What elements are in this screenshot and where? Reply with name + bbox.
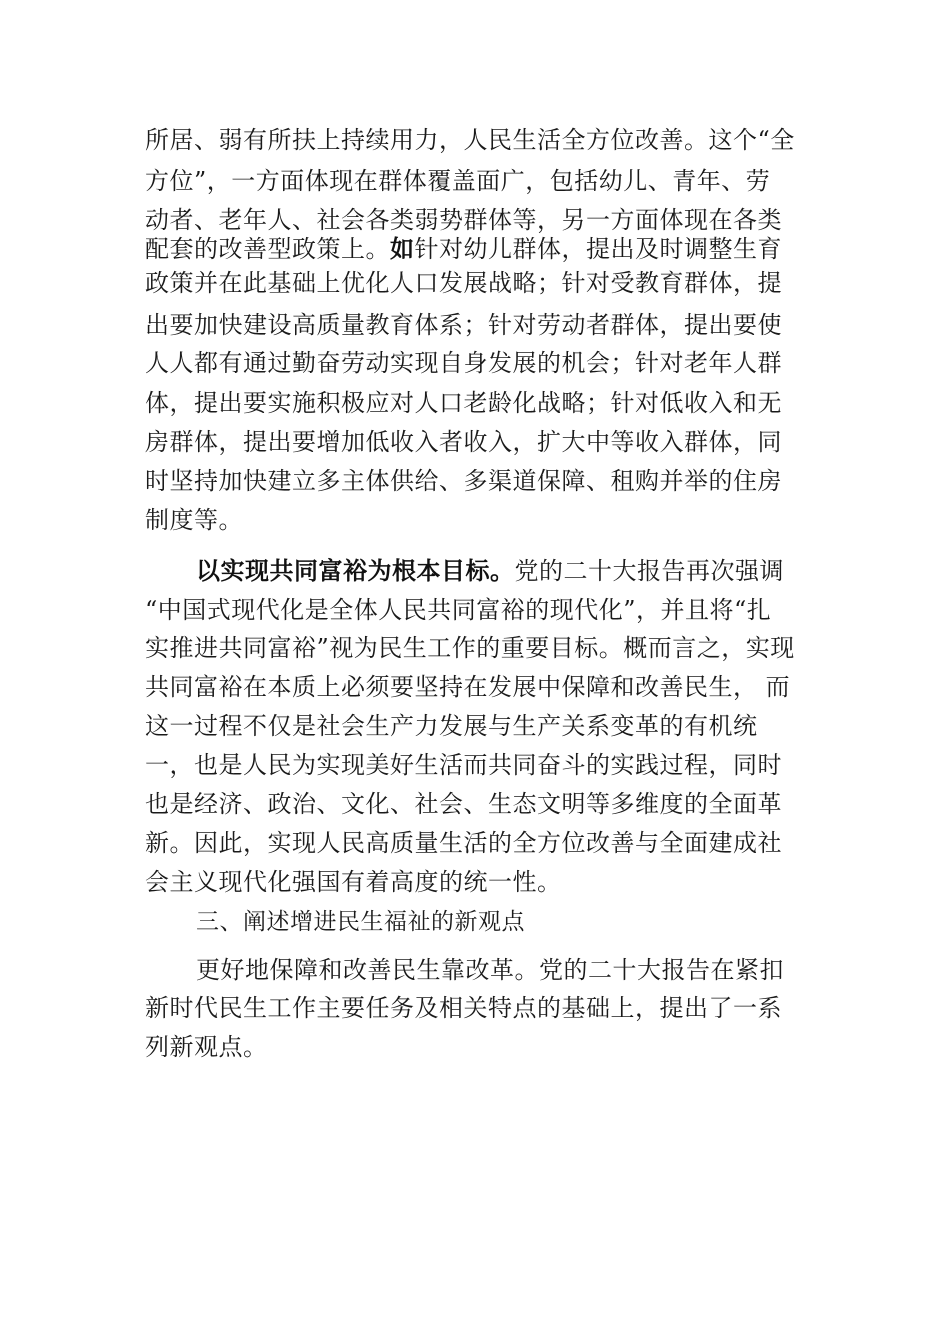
p1-line-6: 出要加快建设高质量教育体系；针对劳动者群体，提出要使 (145, 311, 782, 339)
p2-line-7: 也是经济、政治、文化、社会、生态文明等多维度的全面革 (145, 790, 782, 818)
p1-line-4-bold: 如 (390, 235, 415, 263)
p1-line-4-pre: 配套的改善型政策上。 (145, 235, 390, 263)
p2-line-3: 实推进共同富裕”视为民生工作的重要目标。概而言之，实现 (145, 634, 795, 662)
p1-line-4-post: 针对幼儿群体，提出及时调整生育 (414, 235, 782, 263)
p2-lead-bold: 以实现共同富裕为根本目标。 (196, 557, 515, 585)
p1-line-10: 时坚持加快建立多主体供给、多渠道保障、租购并举的住房 (145, 467, 782, 495)
p2-line-5: 这一过程不仅是社会生产力发展与生产关系变革的有机统 (145, 712, 758, 740)
p3-line-3: 列新观点。 (145, 1033, 268, 1061)
p2-line-1-post: 党的二十大报告再次强调 (514, 557, 784, 585)
p3-line-1: 更好地保障和改善民生靠改革。党的二十大报告在紧扣 (196, 956, 784, 984)
p3-line-2: 新时代民生工作主要任务及相关特点的基础上，提出了一系 (145, 994, 782, 1022)
p1-line-7: 人人都有通过勤奋劳动实现自身发展的机会；针对老年人群 (145, 349, 782, 377)
p2-line-9: 会主义现代化强国有着高度的统一性。 (145, 868, 562, 896)
p1-line-2: 方位”，一方面体现在群体覆盖面广，包括幼儿、青年、劳 (145, 167, 771, 195)
p2-line-2: “中国式现代化是全体人民共同富裕的现代化”，并且将“扎 (145, 596, 772, 624)
section-heading: 三、阐述增进民生福祉的新观点 (196, 909, 525, 935)
p1-line-5: 政策并在此基础上优化人口发展战略；针对受教育群体，提 (145, 269, 782, 297)
p1-line-9: 房群体，提出要增加低收入者收入，扩大中等收入群体，同 (145, 428, 782, 456)
p2-line-6: 一，也是人民为实现美好生活而共同奋斗的实践过程，同时 (145, 751, 782, 779)
p2-line-1 (196, 556, 784, 586)
p1-line-3: 动者、老年人、社会各类弱势群体等，另一方面体现在各类 (145, 206, 782, 234)
p1-line-1: 所居、弱有所扶上持续用力，人民生活全方位改善。这个“全 (145, 126, 795, 154)
p1-line-4 (145, 234, 782, 264)
p2-line-8: 新。因此，实现人民高质量生活的全方位改善与全面建成社 (145, 829, 782, 857)
p1-line-11: 制度等。 (145, 506, 243, 534)
p2-line-4: 共同富裕在本质上必须要坚持在发展中保障和改善民生， 而 (145, 673, 791, 701)
p1-line-8: 体，提出要实施积极应对人口老龄化战略；针对低收入和无 (145, 389, 782, 417)
